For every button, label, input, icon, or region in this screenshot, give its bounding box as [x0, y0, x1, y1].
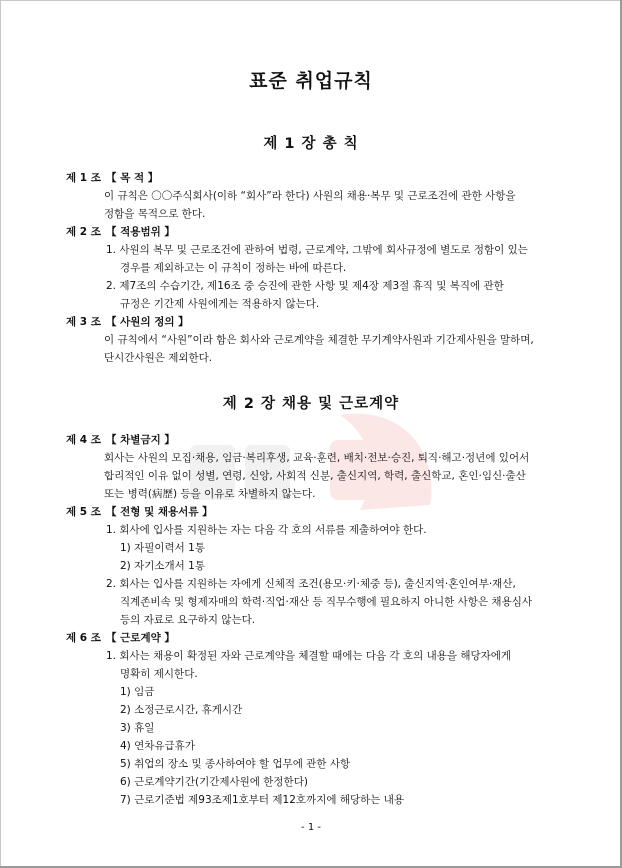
- text-line: 1) 자필이력서 1통: [120, 542, 205, 554]
- text-line: 정함을 목적으로 한다.: [104, 208, 206, 220]
- chapter-2-heading: 제 2 장 채용 및 근로계약: [222, 396, 400, 412]
- text-line: 4) 연차유급휴가: [120, 740, 195, 752]
- text-line: 직계존비속 및 형제자매의 학력·직업·재산 등 직무수행에 필요하지 아니한 사항은 채용심사: [120, 596, 533, 608]
- article-number: 제 4 조: [66, 434, 101, 446]
- article-5-heading: [66, 504, 213, 519]
- text-line: 1. 사원의 복무 및 근로조건에 관하여 법령, 근로계약, 그밖에 회사규정에 별도로 정함이 있는: [106, 244, 528, 256]
- text-line: 6) 근로계약기간(기간제사원에 한정한다): [120, 776, 308, 788]
- article-title: 【 전형 및 채용서류 】: [106, 506, 213, 518]
- watermark-logo: [190, 410, 450, 520]
- article-3-heading: [66, 314, 189, 329]
- text-line: 등의 자료로 요구하지 않는다.: [120, 614, 256, 626]
- text-line: 5) 취업의 장소 및 종사하여야 할 업무에 관한 사항: [120, 758, 351, 770]
- article-number: 제 6 조: [66, 632, 101, 644]
- article-number: 제 1 조: [66, 172, 101, 184]
- text-line: 3) 휴일: [120, 722, 155, 734]
- text-line: 규정은 기간제 사원에게는 적용하지 않는다.: [120, 298, 320, 310]
- article-1-heading: [66, 170, 158, 185]
- article-title: 【 적용범위 】: [106, 226, 175, 238]
- article-title: 【 사원의 정의 】: [106, 316, 189, 328]
- article-number: 제 3 조: [66, 316, 101, 328]
- article-title: 【 목 적 】: [106, 172, 159, 184]
- text-line: 2) 소정근로시간, 휴게시간: [120, 704, 243, 716]
- text-line: 이 규칙에서 “사원”이라 함은 회사와 근로계약을 체결한 무기계약사원과 기간제사원을 말하며,: [104, 334, 534, 346]
- document-title: 표준 취업규칙: [249, 70, 373, 92]
- article-4-heading: [66, 432, 175, 447]
- text-line: 2) 자기소개서 1통: [120, 560, 205, 572]
- text-line: 7) 근로기준법 제93조제1호부터 제12호까지에 해당하는 내용: [120, 794, 405, 806]
- article-6-heading: [66, 630, 175, 645]
- chapter-1-heading: 제 1 장 총 칙: [263, 136, 359, 152]
- article-title: 【 차별금지 】: [106, 434, 175, 446]
- article-2-heading: [66, 224, 175, 239]
- text-line: 2. 제7조의 수습기간, 제16조 중 승진에 관한 사항 및 제4장 제3절 휴직 및 복직에 관한: [106, 280, 504, 292]
- article-number: 제 5 조: [66, 506, 101, 518]
- text-line: 이 규칙은 〇〇주식회사(이하 “회사”라 한다) 사원의 채용·복무 및 근로조건에 관한 사항을: [104, 190, 516, 202]
- text-line: 합리적인 이유 없이 성별, 연령, 신앙, 사회적 신분, 출신지역, 학력, 출신학교, 혼인·임신·출산: [104, 470, 526, 482]
- text-line: 단시간사원은 제외한다.: [104, 352, 213, 364]
- article-number: 제 2 조: [66, 226, 101, 238]
- text-line: 경우를 제외하고는 이 규칙이 정하는 바에 따른다.: [120, 262, 347, 274]
- text-line: 1. 회사는 채용이 확정된 자와 근로계약을 체결할 때에는 다음 각 호의 내용을 해당자에게: [106, 650, 512, 662]
- text-line: 1) 임금: [120, 686, 155, 698]
- text-line: 또는 병력(病歷) 등을 이유로 차별하지 않는다.: [104, 488, 316, 500]
- text-line: 회사는 사원의 모집·채용, 임금·복리후생, 교육·훈련, 배치·전보·승진, 퇴직·해고·정년에 있어서: [104, 452, 530, 464]
- page-number: - 1 -: [301, 822, 321, 833]
- article-title: 【 근로계약 】: [106, 632, 175, 644]
- text-line: 2. 회사는 입사를 지원하는 자에게 신체적 조건(용모·키·체중 등), 출신지역·혼인여부·재산,: [106, 578, 516, 590]
- text-line: 1. 회사에 입사를 지원하는 자는 다음 각 호의 서류를 제출하여야 한다.: [106, 524, 427, 536]
- text-line: 명확히 제시한다.: [120, 668, 198, 680]
